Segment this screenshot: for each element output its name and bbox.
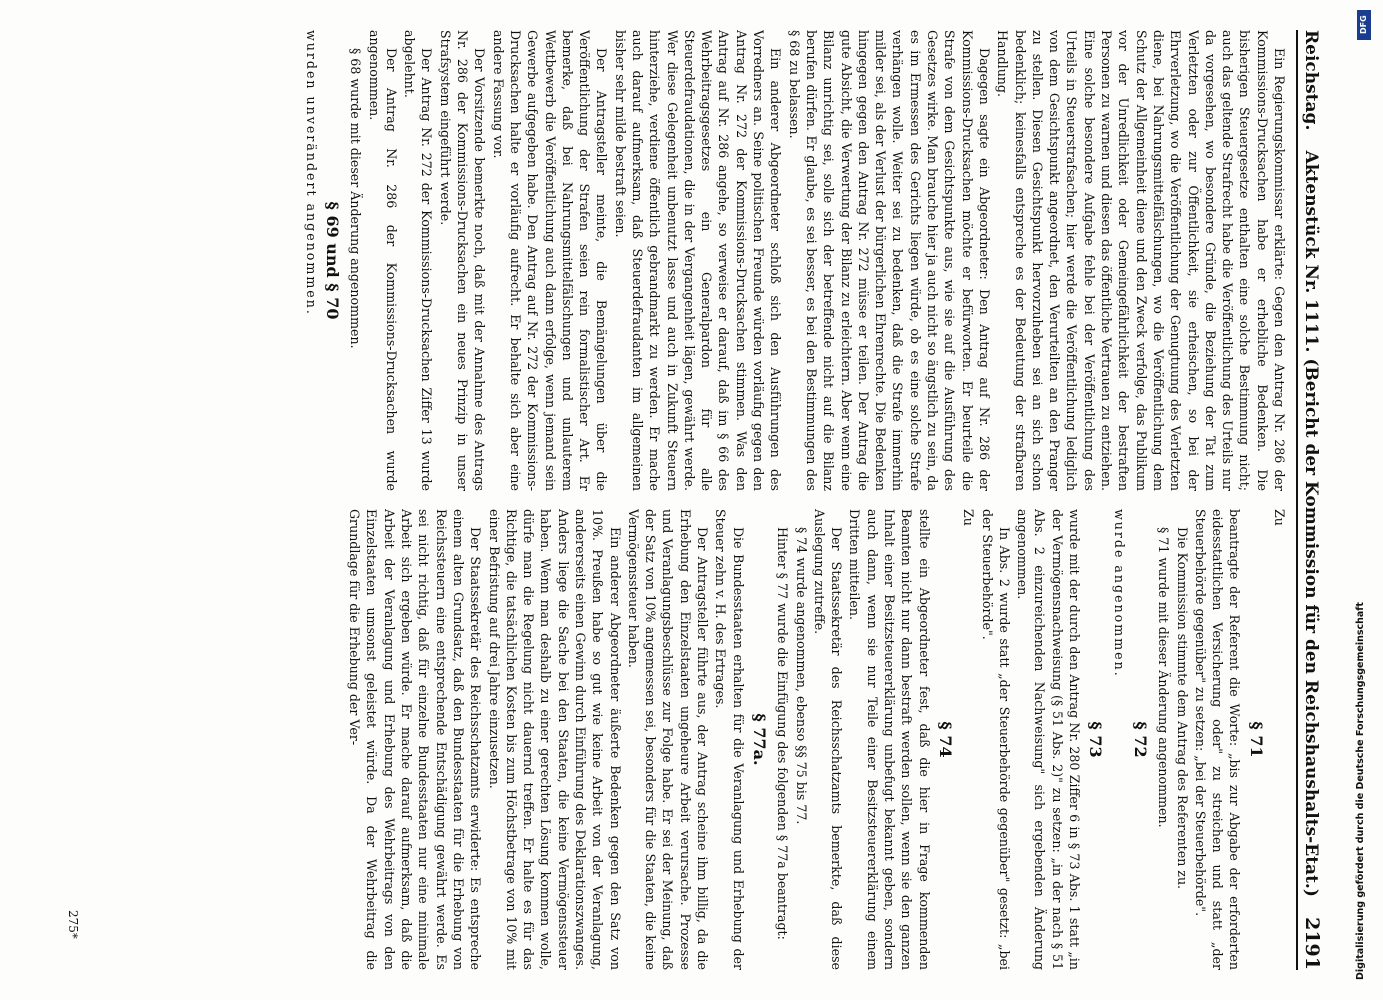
paragraph: Der Staatssekretär des Reichsschatzamts bemerkte, daß diese Auslegung zutreffe. bbox=[811, 509, 845, 970]
dfg-logo: DFG bbox=[1357, 10, 1371, 40]
paragraph: Ein anderer Abgeordneter schloß sich den Ausführungen des Vorredners an. Seine politischen Freunde würden vorläufig gegen den Antrag Nr. 272 der Kommissions-Drucksachen stimmen. Was den Antrag auf Nr. 286 angehe, so verweise er darauf, daß im § 66 des Wehrbeitragsgesetzes ein Generalpardon für alle Steuerdefraudationen, die in der Vergangenheit lägen, gewährt werde. Wer diese Gelegenheit unbenutzt lasse und auch in Zukunft Steuern hinterziehe, verdiene öffentlich gebrandmarkt zu werden. Er mache auch darauf aufmerksam, daß Steuerdefraudanten im allgemeinen bisher sehr milde bestraft seien. bbox=[612, 30, 784, 491]
paragraph: Dagegen sagte ein Abgeordneter: Den Antrag auf Nr. 286 der Kommissions-Drucksachen möchte er befürworten. Er beurteile die Strafe von dem Gesichtspunkte aus, wie sie auf die Ausführung des Gesetzes wirke. Man brauche hier ja auch nicht so ängstlich zu sein, da es im Ermessen des Gerichts liegen würde, ob es eine solche Strafe verhängen wolle. Weiter sei zu bedenken, daß die Strafe immerhin milder sei, als der Verlust der bürgerlichen Ehrenrechte. Die Bedenken hingegen gegen den Antrag Nr. 272 müsse er teilen. Der Antrag die gute Absicht, die Verwertung der Bilanz zu erleichtern. Aber wenn eine Bilanz unrichtig sei, solle sich der betreffende nicht auf die Bilanz berufen dürfen. Er glaube, es sei besser, es bei den Bestimmungen des § 68 zu belassen. bbox=[786, 30, 992, 491]
paragraph: Der Staatssekretär des Reichsschatzamts erwiderte: Es entspreche einem alten Grundsatz, daß den Bundesstaaten für die Erhebung von Reichssteuern eine entsprechende Entschädigung gewährt werde. Es sei nicht richtig, daß für einzelne Bundesstaaten nur eine minimale Arbeit sich ergeben würde. Er mache darauf aufmerksam, daß die Arbeit der Veranlagung und Erhebung des Wehrbeitrags von den Einzelstaaten umsonst geleistet würde. Da der Wehrbeitrag die Grundlage für die Erhebung der Ver- bbox=[347, 509, 484, 970]
paragraph: wurde angenommen. bbox=[1111, 509, 1127, 678]
section-heading-73: § 73 bbox=[1086, 721, 1106, 758]
paragraph: wurde mit der durch den Antrag Nr. 280 Ziffer 6 in § 73 Abs. 1 statt „in der Vermögensnachweisung (§ 51 Abs. 2)" zu setzen: „in der nach § 51 Abs. 2 einzureichenden Nachweisung" sich ergebenden Änderung angenommen. bbox=[1015, 509, 1083, 970]
section-heading-71: § 71 bbox=[1246, 721, 1266, 758]
paragraph: stellte ein Abgeordneter fest, daß die hier in Frage kommenden Beamten nicht nur dann bestraft werden sollen, wenn sie den ganzen Inhalt einer Besitzsteuererklärung unbefugt bekannt geben, sondern auch dann, wenn sie nur Teile einer Besitzsteuererklärung einem Dritten mitteilen. bbox=[847, 509, 932, 970]
paragraph: In Abs. 2 wurde statt „der Steuerbehörde gegenüber" gesetzt: „bei der Steuerbehörde". bbox=[979, 509, 1012, 970]
paragraph: Die Kommission stimmte dem Antrag des Referenten zu. bbox=[1174, 527, 1190, 890]
paragraph: beantragte der Referent die Worte: „bis zur Abgabe der erforderten eidesstattlichen Versicherung oder" zu streichen und statt „der Steuerbehörde gegenüber" zu setzen: „bei der Steuerbehörde". bbox=[1192, 509, 1243, 970]
paragraph: Ein anderer Abgeordneter äußerte Bedenken gegen den Satz von 10%. Preußen habe so gut wie keine Arbeit von der Veranlagung, andererseits einen Gewinn durch Einführung des Deklarationszwanges. Anders liege die Sache bei den Staaten, die keine Vermögenssteuer haben. Wenn man deshalb zu einer gerechten Lösung kommen wolle, dürfe man die Regelung nicht dauernd treffen. Er halte es für das Richtige, die tatsächlichen Kosten bis zum Höchstbetrage von 10% mit einer Befristung auf drei Jahre einzusetzen. bbox=[486, 509, 623, 970]
paragraph: Ein Regierungskommissar erklärte: Gegen den Antrag Nr. 286 der Kommissions-Drucksachen habe er erhebliche Bedenken. Die bisherigen Steuergesetze enthalten eine solche Bestimmung nicht; auch das geltende Strafrecht habe die Veröffentlichung des Urteils nur da vorgesehen, wo besondere Gründe, die Beziehung der Tat zum Verletzten oder zur Öffentlichkeit, sie erheischen, so bei der Ehrverletzung, wo die Veröffentlichung der Genugtuung des Verletzten diene, bei Nahrungsmittelfälschungen, wo die Veröffentlichung dem Schutz der Allgemeinheit diene und den Zweck verfolge, das Publikum vor der Unredlichkeit oder Gemeingefährlichkeit der bestraften Personen zu warnen und diesen das öffentliche Vertrauen zu entziehen. Eine solche besondere Aufgabe fehle bei der Veröffentlichung des Urteils in Steuerstrafsachen; hier werde die Veröffentlichung lediglich von dem Gesichtspunkt angeordnet, den Verurteilten an den Pranger zu stellen. Diesen Gesichtspunkt hervorzuheben sei an sich schon bedenklich; keinesfalls entspreche es der Bedeutung der strafbaren Handlung. bbox=[995, 30, 1287, 491]
paragraph: § 68 wurde mit dieser Änderung angenommen. bbox=[348, 48, 364, 349]
credit-text: Digitalisierung gefördert durch die Deutsche Forschungsgemeinschaft bbox=[1355, 602, 1366, 980]
paragraph: Zu bbox=[961, 509, 977, 526]
section-heading-69-70: § 69 und § 70 bbox=[322, 201, 342, 320]
document-sheet bbox=[50, 30, 1330, 970]
paragraph: Zu bbox=[1272, 509, 1287, 526]
paragraph: Der Antragsteller meinte, die Bemängelungen über die Veröffentlichung der Strafen seien rein formalistischer Art. Er bemerke, daß bei Nahrungsmittelfälschungen und unlauterem Wettbewerb die Veröffentlichung auch dann erfolge, wenn jemand sein Gewerbe aufgegeben habe. Den Antrag auf Nr. 272 der Kommissions-Drucksachen halte er vorläufig aufrecht. Er behalte sich aber eine andere Fassung vor. bbox=[490, 30, 610, 491]
paragraph: Der Vorsitzende bemerkte noch, daß mit der Annahme des Antrags Nr. 286 der Kommissions-Drucksachen ein neues Prinzip in unser Strafsystem eingeführt werde. bbox=[437, 30, 488, 491]
paragraph: Der Antragsteller führte aus, der Antrag scheine ihm billig, da die Erhebung den Einzelstaaten ungeheure Arbeit verursache. Prozesse und Veranlagungsbeschlüsse zur Folge habe. Er sei der Meinung, daß der Satz von 10% angemessen sei, besonders für die Staaten, die keine Vermögenssteuer haben. bbox=[625, 509, 711, 970]
paragraph: § 71 wurde mit dieser Änderung angenommen. bbox=[1156, 527, 1172, 828]
page-number: 2191 bbox=[1301, 917, 1323, 970]
header-title: Aktenstück Nr. 1111. (Bericht der Kommission für den Reichshaushalts-Etat.) bbox=[1301, 150, 1321, 897]
paragraph: Hinter § 77 wurde die Einfügung des folgenden § 77a beantragt: bbox=[775, 527, 791, 940]
paragraph: Der Antrag Nr. 286 der Kommissions-Drucksachen wurde angenommen. bbox=[366, 30, 399, 491]
page-header bbox=[1296, 30, 1330, 970]
text-columns bbox=[88, 30, 1288, 970]
header-left: Reichstag. bbox=[1301, 30, 1321, 131]
section-heading-77a: § 77a. bbox=[749, 713, 769, 766]
right-column bbox=[88, 509, 1288, 970]
paragraph: wurden unverändert angenommen. bbox=[303, 30, 319, 316]
paragraph: § 74 wurde angenommen, ebenso §§ 75 bis 77. bbox=[793, 527, 809, 825]
digitization-credit bbox=[1355, 10, 1375, 990]
paragraph: Die Bundesstaaten erhalten für die Veranlagung und Erhebung der Steuer zehn v. H. des Ertrages. bbox=[713, 509, 746, 970]
signature-mark: 275* bbox=[66, 910, 80, 939]
section-heading-72: § 72 bbox=[1130, 721, 1150, 758]
section-heading-74: § 74 bbox=[935, 721, 955, 758]
left-column bbox=[88, 30, 1288, 491]
paragraph: Der Antrag Nr. 272 der Kommissions-Drucksachen Ziffer 13 wurde abgelehnt. bbox=[402, 30, 435, 491]
